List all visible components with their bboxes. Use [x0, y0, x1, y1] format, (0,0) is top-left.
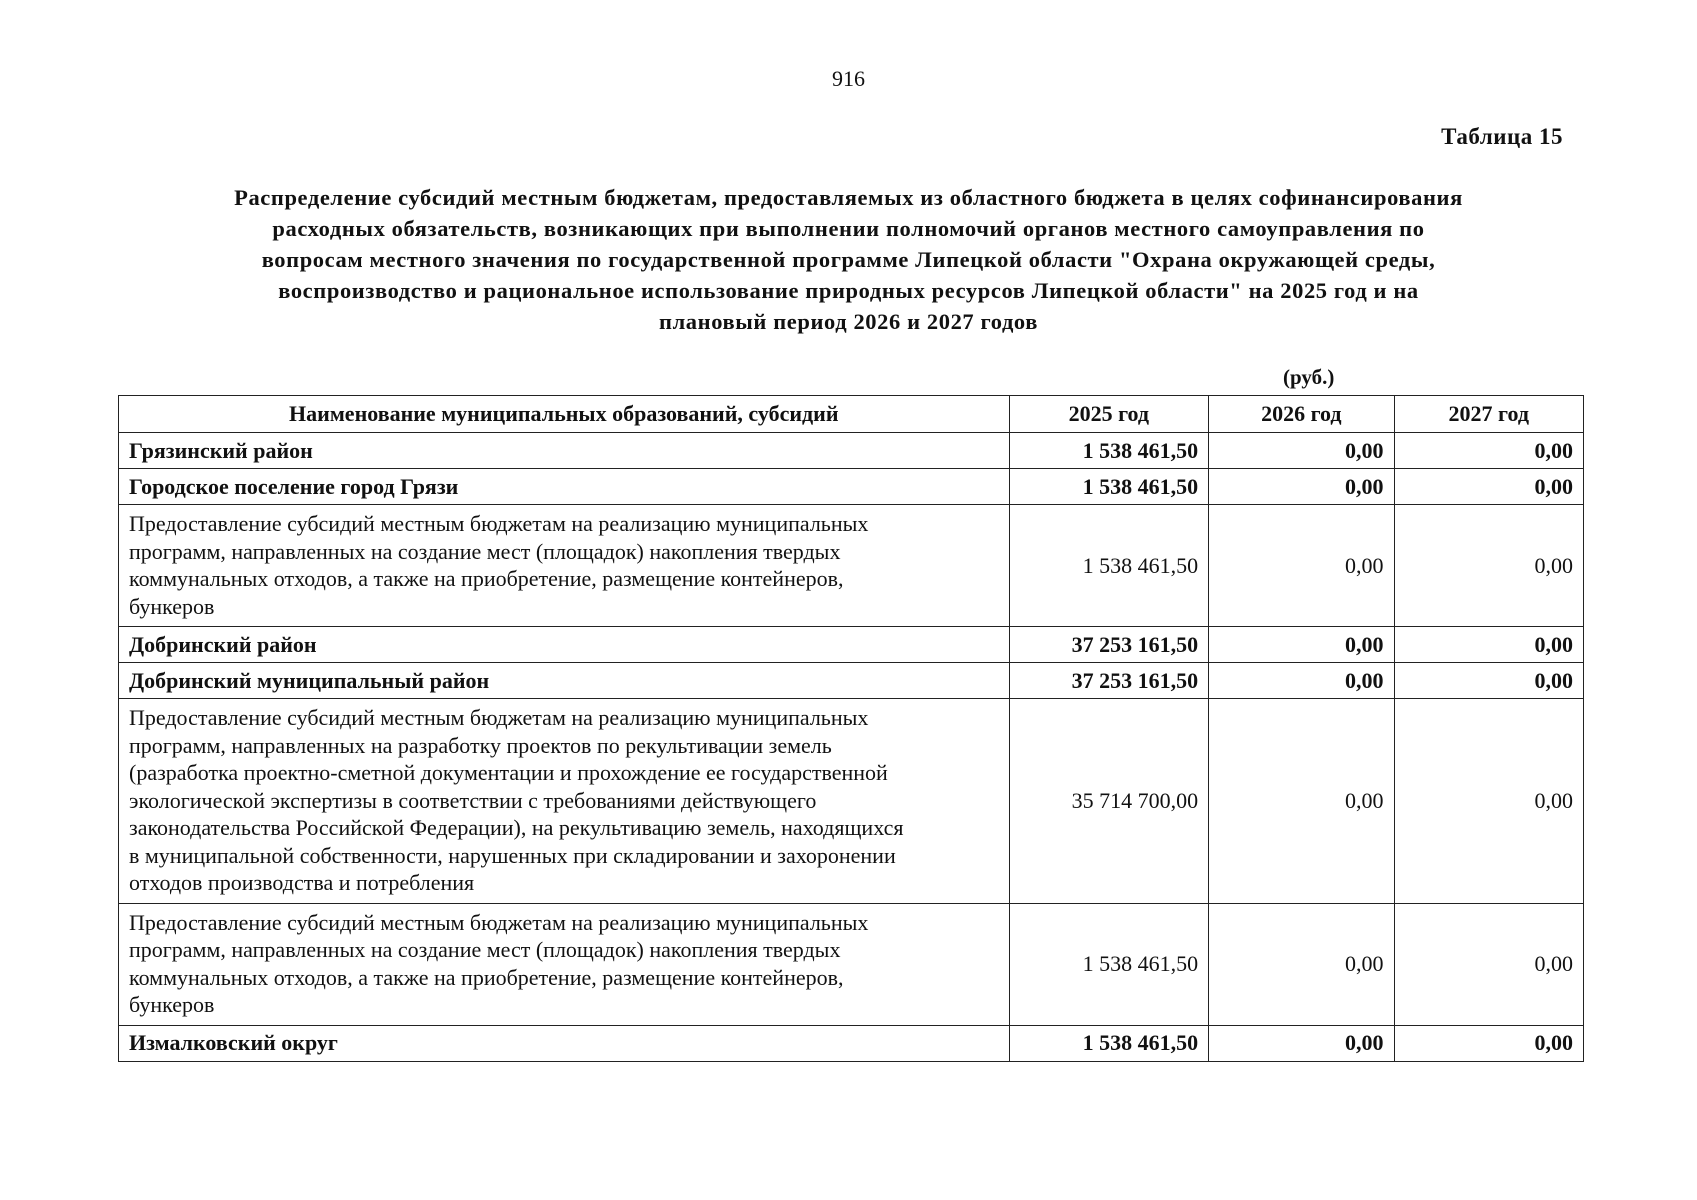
value-2026: 0,00	[1209, 433, 1394, 469]
row-name: Добринский район	[119, 627, 1010, 663]
name-line: бункеров	[129, 593, 215, 619]
row-name	[119, 903, 1010, 1025]
name-line: программ, направленных на создание мест (площадок) накопления твердых	[129, 538, 841, 564]
table-label: Таблица 15	[1441, 124, 1563, 149]
header-2027: 2027 год	[1394, 396, 1583, 433]
header-2026: 2026 год	[1209, 396, 1394, 433]
name-line: в муниципальной собственности, нарушенных при складировании и захоронении	[129, 842, 896, 868]
title-line: Распределение субсидий местным бюджетам, предоставляемых из областного бюджета в целях софинансирования	[234, 185, 1463, 210]
name-line: программ, направленных на создание мест (площадок) накопления твердых	[129, 937, 841, 962]
page-number: 916	[832, 66, 865, 91]
name-line: (разработка проектно-сметной документации и прохождение ее государственной	[129, 760, 888, 785]
value-2027: 0,00	[1394, 469, 1583, 505]
table-row	[119, 1025, 1584, 1061]
value-2026: 0,00	[1209, 505, 1394, 627]
value-2025: 1 538 461,50	[1009, 469, 1209, 505]
value-2027: 0,00	[1394, 663, 1583, 699]
header-2025: 2025 год	[1009, 396, 1209, 433]
document-title	[120, 182, 1577, 337]
name-line: коммунальных отходов, а также на приобретение, размещение контейнеров,	[129, 566, 844, 591]
name-line: Предоставление субсидий местным бюджетам на реализацию муниципальных	[129, 705, 869, 730]
value-2025: 37 253 161,50	[1009, 663, 1209, 699]
value-2027: 0,00	[1394, 433, 1583, 469]
row-name: Измалковский округ	[119, 1025, 1010, 1061]
name-line: бункеров	[129, 992, 215, 1017]
value-2027: 0,00	[1394, 903, 1583, 1025]
unit-note: (руб.)	[1283, 365, 1335, 389]
value-2025: 1 538 461,50	[1009, 1025, 1209, 1061]
value-2027: 0,00	[1394, 1025, 1583, 1061]
value-2027: 0,00	[1394, 627, 1583, 663]
row-name	[119, 699, 1010, 904]
name-line: законодательства Российской Федерации), на рекультивацию земель, находящихся	[129, 815, 904, 840]
name-line: Предоставление субсидий местным бюджетам на реализацию муниципальных	[129, 511, 869, 536]
value-2025: 35 714 700,00	[1009, 699, 1209, 904]
title-line: вопросам местного значения по государственной программе Липецкой области "Охрана окружающей среды,	[261, 247, 1436, 272]
value-2025: 1 538 461,50	[1009, 903, 1209, 1025]
value-2027: 0,00	[1394, 699, 1583, 904]
title-line: плановый период 2026 и 2027 годов	[659, 309, 1038, 334]
title-line: расходных обязательств, возникающих при выполнении полномочий органов местного самоуправления по	[272, 216, 1425, 241]
name-line: Предоставление субсидий местным бюджетам на реализацию муниципальных	[129, 909, 869, 935]
value-2026: 0,00	[1209, 903, 1394, 1025]
value-2025: 1 538 461,50	[1009, 433, 1209, 469]
table-row	[119, 469, 1584, 505]
table-row	[119, 699, 1584, 904]
value-2026: 0,00	[1209, 627, 1394, 663]
value-2027: 0,00	[1394, 505, 1583, 627]
name-line: экологической экспертизы в соответствии с требованиями действующего	[129, 787, 817, 813]
row-name: Добринский муниципальный район	[119, 663, 1010, 699]
value-2026: 0,00	[1209, 1025, 1394, 1061]
value-2025: 1 538 461,50	[1009, 505, 1209, 627]
name-line: программ, направленных на разработку проектов по рекультивации земель	[129, 732, 832, 758]
row-name	[119, 505, 1010, 627]
name-line: коммунальных отходов, а также на приобретение, размещение контейнеров,	[129, 964, 844, 990]
value-2026: 0,00	[1209, 469, 1394, 505]
subsidy-table	[118, 395, 1584, 1062]
name-line: отходов производства и потребления	[129, 870, 475, 895]
table-header-row	[119, 396, 1584, 433]
row-name: Городское поселение город Грязи	[119, 469, 1010, 505]
table-row	[119, 505, 1584, 627]
table-row	[119, 433, 1584, 469]
table-row	[119, 903, 1584, 1025]
value-2026: 0,00	[1209, 699, 1394, 904]
title-line: воспроизводство и рациональное использование природных ресурсов Липецкой области" на 2025 год и на	[278, 278, 1419, 303]
header-name: Наименование муниципальных образований, субсидий	[119, 396, 1010, 433]
value-2025: 37 253 161,50	[1009, 627, 1209, 663]
table-row	[119, 627, 1584, 663]
value-2026: 0,00	[1209, 663, 1394, 699]
table-row	[119, 663, 1584, 699]
row-name: Грязинский район	[119, 433, 1010, 469]
